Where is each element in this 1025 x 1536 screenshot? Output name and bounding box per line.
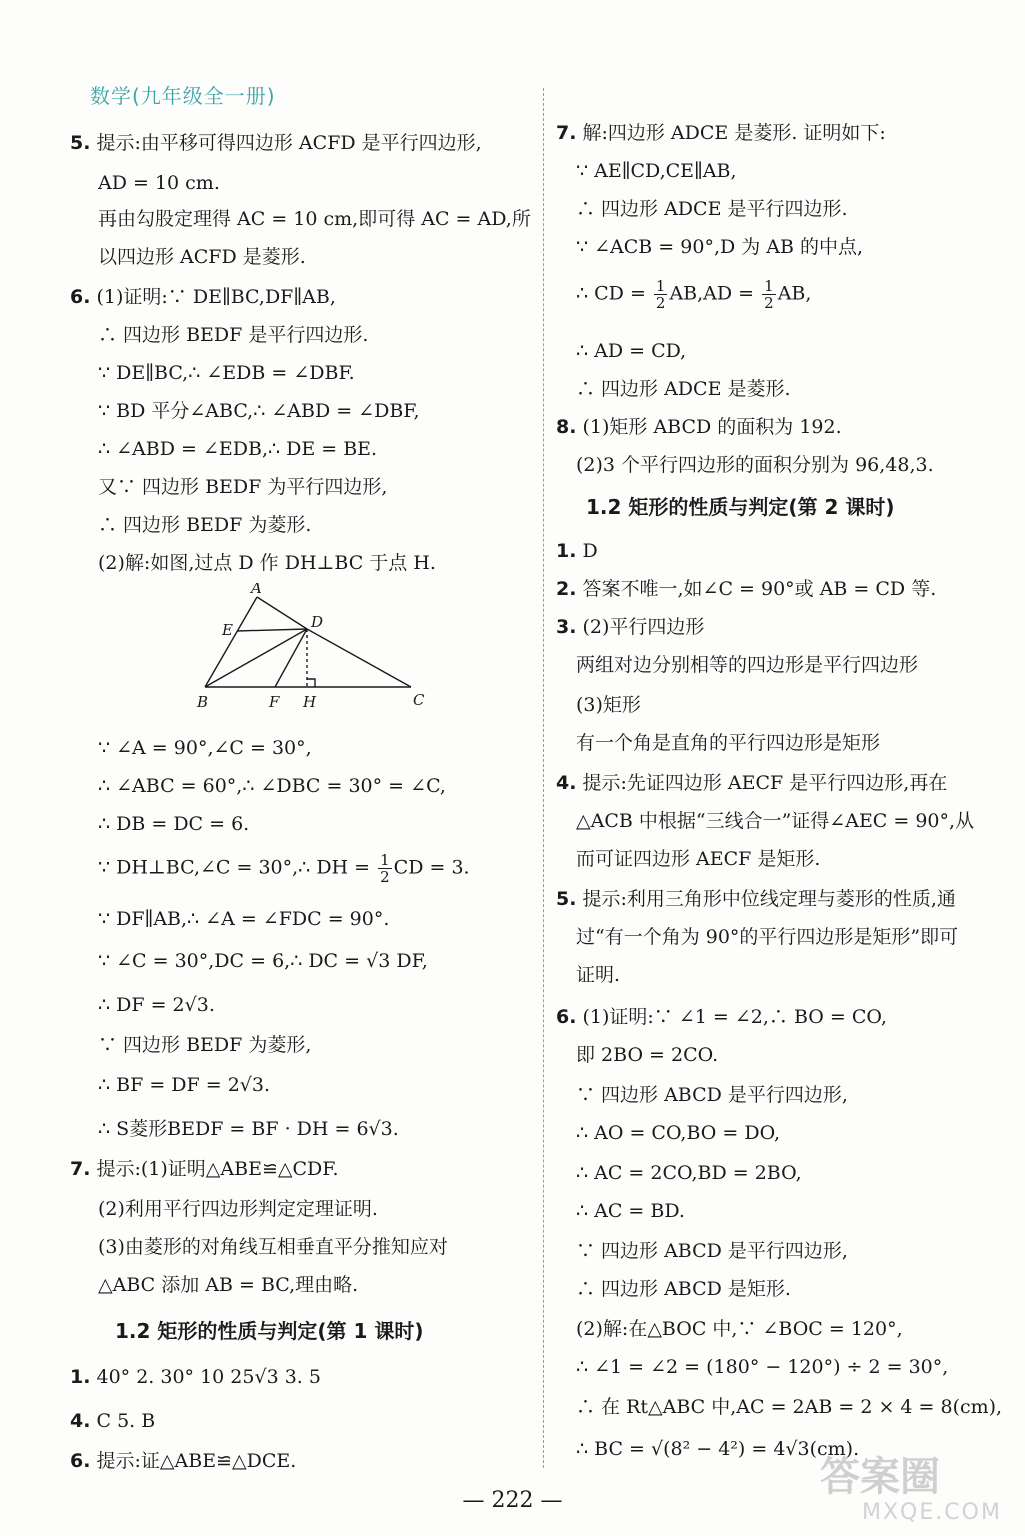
frac-line-before: ∴ CD = <box>576 282 652 305</box>
left-text-line <box>70 1156 339 1182</box>
line-text: ∵ DE∥BC,∴ ∠EDB = ∠DBF. <box>98 362 355 384</box>
line-text: 两组对边分别相等的四边形是平行四边形 <box>576 654 919 676</box>
left-text-line <box>98 512 311 538</box>
dh-fraction-line <box>98 852 470 885</box>
segment-ab <box>205 597 257 687</box>
question-number: 4. <box>70 1410 91 1432</box>
line-text: 而可证四边形 AECF 是矩形. <box>576 848 821 870</box>
right-text-line <box>576 1042 718 1068</box>
line-text: ∴ ∠ABC = 60°,∴ ∠DBC = 30° = ∠C, <box>98 775 446 797</box>
fraction-denominator: 2 <box>764 294 774 312</box>
fraction-numerator: 1 <box>380 851 390 869</box>
frac-line-middle: AB,AD = <box>669 282 761 305</box>
line-text: 提示:(1)证明△ABE≌△CDF. <box>90 1158 339 1180</box>
left-text-line <box>98 360 355 386</box>
line-text: ∴ 四边形 ADCE 是平行四边形. <box>576 198 848 220</box>
line-text: △ABC 添加 AB = BC,理由略. <box>98 1274 359 1296</box>
left-text-line <box>98 322 368 348</box>
right-text-line <box>576 1120 780 1146</box>
line-text: ∴ 在 Rt△ABC 中,AC = 2AB = 2 × 4 = 8(cm), <box>576 1396 1003 1418</box>
left-text-line <box>70 130 482 156</box>
segment-ad <box>257 597 307 629</box>
right-text-line <box>556 1004 887 1030</box>
right-text-line <box>576 1160 802 1186</box>
line-text: ∵ AE∥CD,CE∥AB, <box>576 160 737 182</box>
line-text: (1)矩形 ABCD 的面积为 192. <box>576 416 842 438</box>
frac-line-after: CD = 3. <box>393 856 470 879</box>
label-h: H <box>303 693 317 711</box>
line-text: ∴ BF = DF = 2√3. <box>98 1074 271 1096</box>
left-text-line <box>98 398 420 424</box>
left-text-line <box>70 1364 321 1390</box>
right-text-line <box>576 924 958 950</box>
left-text-line <box>98 1196 378 1222</box>
left-text-line <box>98 1234 448 1260</box>
left-text-line <box>98 948 428 974</box>
line-text: △ACB 中根据“三线合一”证得∠AEC = 90°,从 <box>576 810 975 832</box>
watermark-logo: 答案圈 <box>820 1454 940 1500</box>
cd-fraction-line <box>576 278 811 311</box>
line-text: ∴ 四边形 BEDF 是平行四边形. <box>98 324 369 346</box>
line-text: ∵ ∠ACB = 90°,D 为 AB 的中点, <box>576 236 864 258</box>
right-text-line <box>576 692 641 718</box>
right-text-line <box>576 338 686 364</box>
line-text: ∴ ∠ABD = ∠EDB,∴ DE = BE. <box>98 438 378 460</box>
left-text-line <box>70 284 336 310</box>
line-text: 再由勾股定理得 AC = 10 cm,即可得 AC = AD,所 <box>98 208 531 230</box>
left-text-line <box>98 906 389 932</box>
fraction <box>762 278 776 311</box>
right-angle-mark <box>307 679 315 687</box>
right-text-line <box>556 886 956 912</box>
left-text-line <box>98 811 249 837</box>
line-text: ∴ 四边形 ADCE 是菱形. <box>576 378 791 400</box>
left-text-line <box>70 1448 296 1474</box>
line-text: ∵ ∠C = 30°,DC = 6,∴ DC = √3 DF, <box>98 950 428 972</box>
triangle-figure <box>185 583 435 713</box>
line-text: 提示:先证四边形 AECF 是平行四边形,再在 <box>576 772 948 794</box>
right-text-line <box>576 846 820 872</box>
fraction-denominator: 2 <box>655 294 666 312</box>
line-text: (2)解:如图,过点 D 作 DH⊥BC 于点 H. <box>98 552 436 574</box>
line-text: ∴ AO = CO,BO = DO, <box>576 1122 781 1144</box>
question-number: 5. <box>556 888 577 910</box>
left-text-line <box>98 436 377 462</box>
line-text: 即 2BO = 2CO. <box>576 1044 719 1066</box>
question-number: 6. <box>70 286 91 308</box>
question-number: 2. <box>556 578 577 600</box>
line-text: 提示:证△ABE≌△DCE. <box>90 1450 297 1472</box>
left-text-line <box>98 1032 311 1058</box>
right-text-line <box>576 1276 791 1302</box>
line-text: ∴ 四边形 ABCD 是矩形. <box>576 1278 791 1300</box>
fraction-numerator: 1 <box>655 277 666 295</box>
question-number: 3. <box>556 616 577 638</box>
right-text-line <box>576 652 918 678</box>
line-text: 以四边形 ACFD 是菱形. <box>98 246 306 268</box>
right-text-line <box>576 452 934 478</box>
right-text-line <box>576 376 791 402</box>
left-text-line <box>98 206 531 232</box>
left-text-line <box>98 1272 358 1298</box>
right-text-line <box>576 808 974 834</box>
right-text-line <box>556 120 886 146</box>
running-header: 数学(九年级全一册) <box>90 84 276 108</box>
question-number: 6. <box>556 1006 577 1028</box>
page-number: — 222 — <box>462 1488 563 1513</box>
label-f: F <box>269 693 280 711</box>
line-text: 证明. <box>576 964 621 986</box>
line-text: 提示:利用三角形中位线定理与菱形的性质,通 <box>576 888 956 910</box>
left-text-line <box>70 1408 155 1434</box>
right-text-line <box>576 1198 685 1224</box>
line-text: ∴ BC = √(8² − 4²) = 4√3(cm). <box>576 1438 860 1460</box>
left-text-line <box>98 773 446 799</box>
line-text: (1)证明:∵ ∠1 = ∠2,∴ BO = CO, <box>576 1006 887 1028</box>
question-number: 6. <box>70 1450 91 1472</box>
line-text: D <box>576 540 598 562</box>
line-text: ∵ ∠A = 90°,∠C = 30°, <box>98 737 312 759</box>
line-text: C 5. B <box>90 1410 156 1432</box>
line-text: ∴ S菱形BEDF = BF · DH = 6√3. <box>98 1118 399 1140</box>
line-text: ∴ ∠1 = ∠2 = (180° − 120°) ÷ 2 = 30°, <box>576 1356 949 1378</box>
line-text: 答案不唯一,如∠C = 90°或 AB = CD 等. <box>576 578 937 600</box>
right-text-line <box>576 1316 903 1342</box>
frac-line-after: AB, <box>777 282 812 305</box>
left-text-line <box>98 1116 399 1142</box>
line-text: (3)矩形 <box>576 694 641 716</box>
left-text-line <box>98 474 387 500</box>
right-text-line <box>576 962 620 988</box>
line-text: ∴ AC = 2CO,BD = 2BO, <box>576 1162 802 1184</box>
left-text-line <box>98 550 436 576</box>
line-text: ∴ DF = 2√3. <box>98 994 215 1016</box>
left-text-line <box>98 1072 270 1098</box>
line-text: ∴ DB = DC = 6. <box>98 813 250 835</box>
right-text-line <box>576 730 880 756</box>
line-text: (2)解:在△BOC 中,∵ ∠BOC = 120°, <box>576 1318 903 1340</box>
right-text-line <box>576 1238 848 1264</box>
segment-ed <box>237 629 307 631</box>
line-text: ∵ 四边形 ABCD 是平行四边形, <box>576 1240 848 1262</box>
question-number: 7. <box>556 122 577 144</box>
line-text: ∵ 四边形 ABCD 是平行四边形, <box>576 1084 848 1106</box>
line-text: 解:四边形 ADCE 是菱形. 证明如下: <box>576 122 886 144</box>
line-text: 提示:由平移可得四边形 ACFD 是平行四边形, <box>90 132 482 154</box>
line-text: ∴ 四边形 BEDF 为菱形. <box>98 514 312 536</box>
fraction <box>654 278 668 311</box>
right-text-line <box>576 158 737 184</box>
left-text-line <box>98 170 220 196</box>
section-heading-lesson2: 1.2 矩形的性质与判定(第 2 课时) <box>586 495 895 519</box>
line-text: (1)证明:∵ DE∥BC,DF∥AB, <box>90 286 336 308</box>
line-text: 过“有一个角为 90°的平行四边形是矩形”即可 <box>576 926 959 948</box>
right-text-line <box>556 614 704 640</box>
question-number: 4. <box>556 772 577 794</box>
frac-line-before: ∵ DH⊥BC,∠C = 30°,∴ DH = <box>98 856 377 879</box>
right-text-line <box>556 576 936 602</box>
line-text: ∵ 四边形 BEDF 为菱形, <box>98 1034 312 1056</box>
right-text-line <box>556 538 598 564</box>
line-text: AD = 10 cm. <box>98 172 220 194</box>
question-number: 1. <box>70 1366 91 1388</box>
left-text-line <box>98 244 306 270</box>
line-text: ∵ BD 平分∠ABC,∴ ∠ABD = ∠DBF, <box>98 400 420 422</box>
line-text: (2)利用平行四边形判定定理证明. <box>98 1198 378 1220</box>
line-text: ∵ DF∥AB,∴ ∠A = ∠FDC = 90°. <box>98 908 390 930</box>
line-text: (2)平行四边形 <box>576 616 705 638</box>
line-text: (3)由菱形的对角线互相垂直平分推知应对 <box>98 1236 448 1258</box>
section-heading-lesson1: 1.2 矩形的性质与判定(第 1 课时) <box>115 1319 424 1343</box>
right-text-line <box>576 1354 948 1380</box>
label-d: D <box>311 613 324 631</box>
right-text-line <box>576 1436 859 1462</box>
watermark-url: MXQE.COM <box>862 1500 1002 1525</box>
line-text: ∴ AC = BD. <box>576 1200 685 1222</box>
line-text: (2)3 个平行四边形的面积分别为 96,48,3. <box>576 454 934 476</box>
line-text: 有一个角是直角的平行四边形是矩形 <box>576 732 881 754</box>
line-text: 40° 2. 30° 10 25√3 3. 5 <box>90 1366 321 1388</box>
question-number: 7. <box>70 1158 91 1180</box>
question-number: 5. <box>70 132 91 154</box>
segment-dc <box>307 629 411 687</box>
label-a: A <box>251 583 262 597</box>
question-number: 1. <box>556 540 577 562</box>
label-b: B <box>197 693 209 711</box>
line-text: 又∵ 四边形 BEDF 为平行四边形, <box>98 476 388 498</box>
label-e: E <box>222 621 233 639</box>
right-text-line <box>576 234 863 260</box>
right-text-line <box>576 1082 848 1108</box>
left-text-line <box>98 992 215 1018</box>
column-divider <box>543 88 544 1468</box>
right-text-line <box>576 196 848 222</box>
right-text-line <box>556 414 842 440</box>
right-text-line <box>576 1394 1002 1420</box>
left-text-line <box>98 735 312 761</box>
fraction <box>378 852 392 885</box>
question-number: 8. <box>556 416 577 438</box>
line-text: ∴ AD = CD, <box>576 340 687 362</box>
fraction-denominator: 2 <box>380 868 390 886</box>
right-text-line <box>556 770 947 796</box>
fraction-numerator: 1 <box>764 277 774 295</box>
label-c: C <box>413 691 425 709</box>
